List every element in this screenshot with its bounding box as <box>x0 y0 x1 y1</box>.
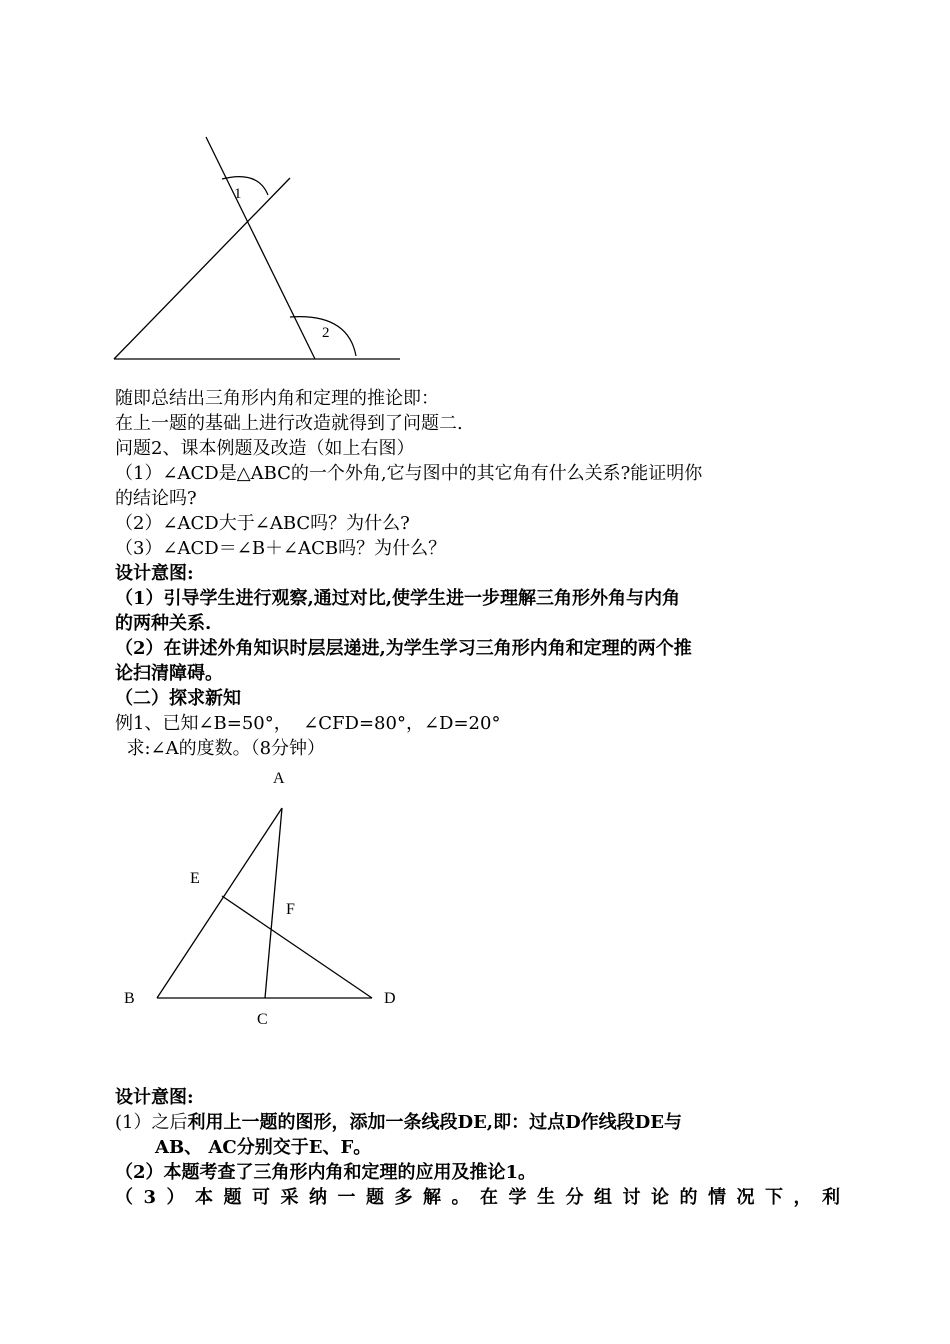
label-c: C <box>257 1011 268 1028</box>
angle-1-label: 1 <box>234 186 242 202</box>
example-1-question: 求:∠A的度数。（8分钟） <box>115 738 326 759</box>
label-b: B <box>124 990 135 1007</box>
segment-ac <box>265 808 282 998</box>
label-a: A <box>273 770 285 787</box>
design-intent-2-point3: （3）本题可采纳一题多解。在学生分组讨论的情况下，利 <box>115 1187 840 1208</box>
label-e: E <box>190 870 200 887</box>
design-intent-2-title: 设计意图: <box>115 1087 194 1108</box>
design-intent-1-point1-line1: （1）引导学生进行观察,通过对比,使学生进一步理解三角形外角与内角 <box>115 588 681 609</box>
design-intent-2-point1-line1 <box>115 1110 840 1135</box>
question-2: （2）∠ACD大于∠ABC吗？为什么? <box>115 513 410 534</box>
segment-de <box>222 896 372 998</box>
angle-2-label: 2 <box>322 325 330 341</box>
segment-ab <box>157 808 282 998</box>
problem-2-title: 问题2、课本例题及改造（如上右图） <box>115 438 415 459</box>
design-intent-1-title: 设计意图: <box>115 563 194 584</box>
figure-triangle <box>110 760 420 1040</box>
label-d: D <box>384 990 396 1007</box>
transition-line: 在上一题的基础上进行改造就得到了问题二. <box>115 413 463 434</box>
design-intent-1-point2-line1: （2）在讲述外角知识时层层递进,为学生学习三角形内角和定理的两个推 <box>115 638 692 659</box>
figure-triangle-svg <box>110 760 420 1040</box>
question-1-line1: （1）∠ACD是△ABC的一个外角,它与图中的其它角有什么关系?能证明你 <box>115 463 703 484</box>
angle-1-arc <box>222 177 268 195</box>
question-1-line2: 的结论吗? <box>115 488 197 509</box>
design-intent-2-point2: （2）本题考查了三角形内角和定理的应用及推论1。 <box>115 1162 537 1183</box>
design-intent-2-point1-line2: AB、 AC分别交于E、F。 <box>155 1137 372 1158</box>
design-intent-2-point1-prefix: (1）之后 <box>115 1112 188 1133</box>
design-intent-2-point1-rest: 利用上一题的图形，添加一条线段DE,即：过点D作线段DE与 <box>187 1112 683 1133</box>
question-3: （3）∠ACD＝∠B＋∠ACB吗？为什么？ <box>115 538 447 559</box>
figure-angles <box>100 130 420 370</box>
example-1-line: 例1、已知∠B=50°， ∠CFD=80°，∠D=20° <box>115 713 501 734</box>
figure-angles-svg <box>100 130 420 370</box>
diagonal-line <box>114 178 290 359</box>
design-intent-1-point2-line2: 论扫清障碍。 <box>115 663 223 684</box>
section-two-heading: （二）探求新知 <box>115 688 241 709</box>
label-f: F <box>286 901 295 918</box>
conclusion-line: 随即总结出三角形内角和定理的推论即： <box>115 388 439 409</box>
design-intent-1-point1-line2: 的两种关系. <box>115 613 212 634</box>
